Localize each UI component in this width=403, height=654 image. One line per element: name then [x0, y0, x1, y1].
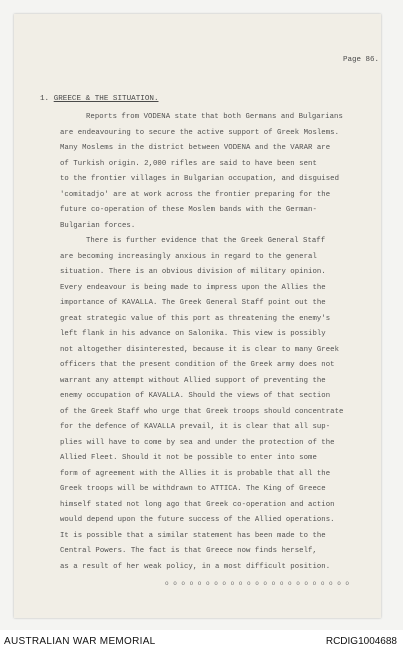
text-line: Many Moslems in the district between VODENA and the VARAR are [60, 144, 331, 152]
text-line: Allied Fleet. Should it not be possible to enter into some [60, 454, 317, 462]
text-line: situation. There is an obvious division of military opinion. [60, 268, 326, 276]
text-line: future co-operation of these Moslem bands with the German- [60, 206, 317, 214]
text-line: to the frontier villages in Bulgarian occupation, and disguised [60, 175, 340, 183]
text-line: of the Greek Staff who urge that Greek troops should concentrate [60, 407, 344, 416]
text-line: There is further evidence that the Greek General Staff [86, 237, 326, 245]
text-line: enemy occupation of KAVALLA. Should the views of that section [60, 392, 331, 400]
text-line: would depend upon the future success of the Allied operations. [60, 516, 335, 524]
text-line: are endeavouring to secure the active support of Greek Moslems. [60, 128, 340, 137]
footer-reference: RCDIG1004688 [325, 636, 397, 647]
ornament-rule: o o o o o o o o o o o o o o o o o o o o o o o [165, 580, 350, 587]
text-line: are becoming increasingly anxious in regard to the general [60, 252, 317, 261]
section-heading [40, 95, 159, 103]
text-line: form of agreement with the Allies it is probable that all the [60, 469, 331, 478]
text-line: Every endeavour is being made to impress upon the Allies the [60, 283, 326, 292]
text-line: warrant any attempt without Allied support of preventing the [60, 376, 326, 385]
archive-footer [0, 630, 403, 654]
text-line: importance of KAVALLA. The Greek General Staff point out the [60, 299, 326, 307]
section-title: GREECE & THE SITUATION. [53, 95, 159, 103]
text-line: officers that the present condition of the Greek army does not [60, 361, 335, 369]
text-line: as a result of her weak policy, in a most difficult position. [60, 562, 331, 571]
text-line: left flank in his advance on Salonika. This view is possibly [60, 330, 326, 338]
text-line: Central Powers. The fact is that Greece now finds herself, [60, 547, 317, 555]
text-line: himself stated not long ago that Greek co-operation and action [60, 500, 335, 509]
section-number: 1. [40, 95, 50, 103]
page-number: Page 86. [342, 56, 379, 64]
text-line: Bulgarian forces. [60, 221, 136, 230]
text-line: not altogether disinterested, because it is clear to many Greek [60, 345, 340, 354]
text-line: Greek troops will be withdrawn to ATTICA. The King of Greece [60, 485, 326, 493]
text-line: It is possible that a similar statement has been made to the [60, 531, 326, 540]
text-line: Reports from VODENA state that both Germans and Bulgarians [86, 113, 343, 121]
text-line: 'comitadjo' are at work across the frontier preparing for the [60, 190, 331, 199]
text-line: of Turkish origin. 2,000 rifles are said to have been sent [60, 159, 317, 168]
text-line: plies will have to come by sea and under the protection of the [60, 438, 335, 447]
text-line: great strategic value of this port as threatening the enemy's [60, 314, 331, 323]
footer-institution: AUSTRALIAN WAR MEMORIAL [4, 636, 156, 647]
text-line: for the defence of KAVALLA prevail, it is clear that all sup- [60, 423, 331, 431]
